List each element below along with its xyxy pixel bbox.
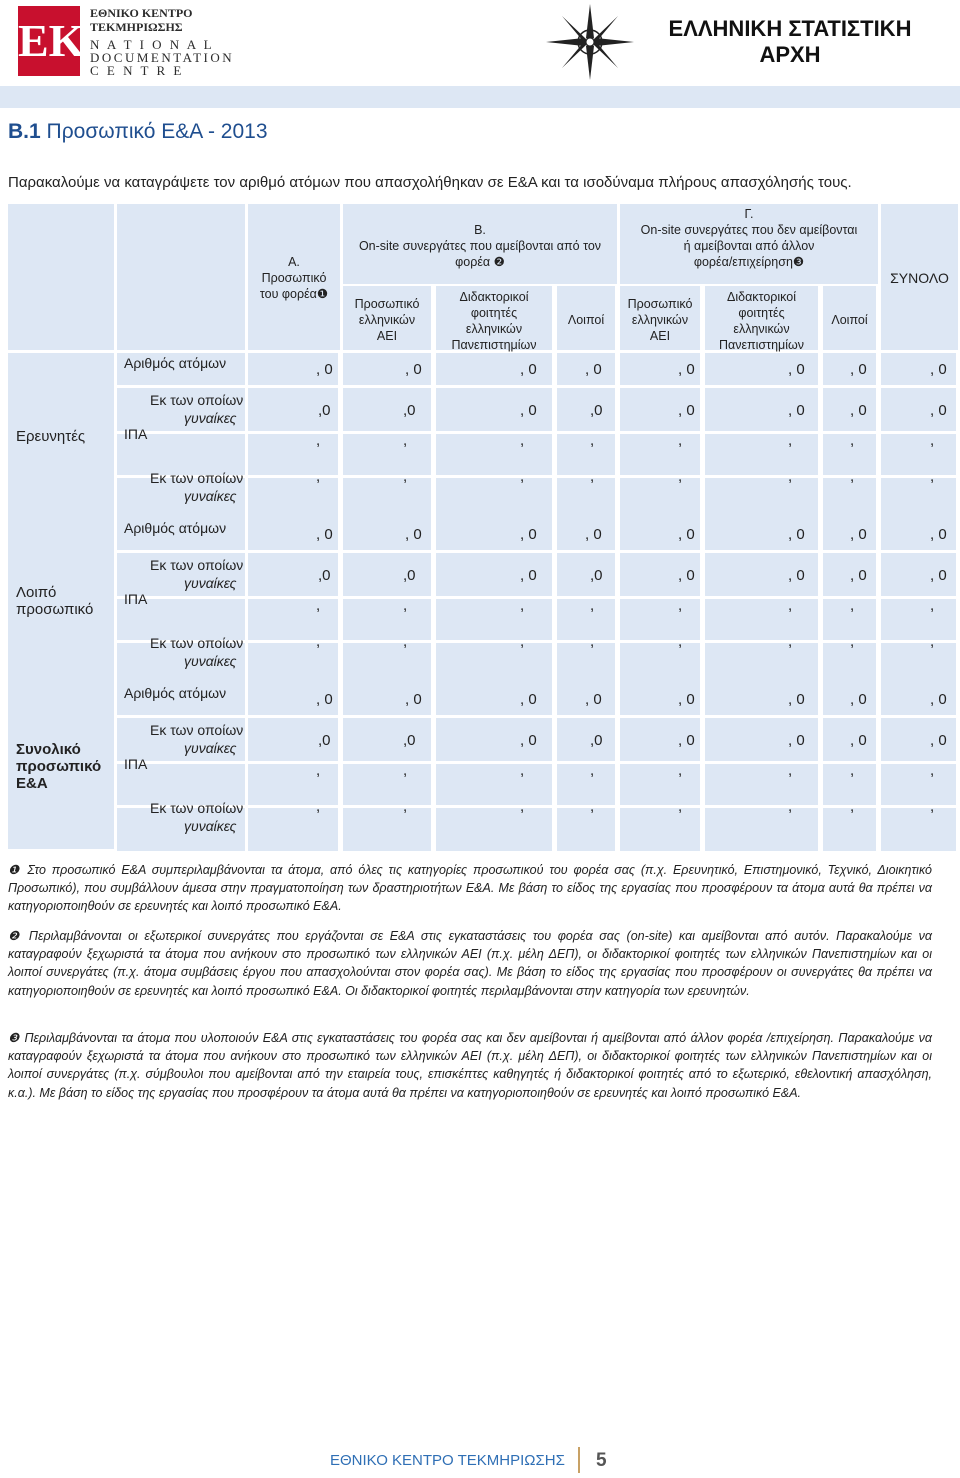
value-input-0-0-3[interactable]: , 0	[585, 361, 602, 378]
value-cell-1-2-4	[620, 599, 700, 640]
value-input-0-1-1[interactable]: ,0	[403, 402, 416, 419]
value-input-1-1-0[interactable]: ,0	[318, 567, 331, 584]
value-input-0-0-2[interactable]: , 0	[520, 361, 537, 378]
value-input-1-0-3[interactable]: , 0	[585, 526, 602, 543]
value-input-1-3-6[interactable]: ,	[850, 633, 855, 650]
section-title-text: Προσωπικό Ε&Α - 2013	[40, 120, 268, 143]
row-label-headcount-1: Αριθμός ατόμων	[124, 520, 227, 536]
value-cell-0-2-3	[557, 434, 615, 475]
value-cell-1-3-0	[248, 643, 338, 686]
header-group-c-line-0: Γ.	[744, 207, 754, 221]
header-b-phd-line-2: ελληνικών	[465, 322, 523, 336]
value-input-2-2-1[interactable]: ,	[403, 762, 408, 779]
value-input-2-3-3[interactable]: ,	[590, 798, 595, 815]
row-label-women-a-1: Εκ των οποίων	[150, 557, 244, 573]
header-c-phd	[705, 289, 818, 353]
value-input-1-0-6[interactable]: , 0	[850, 526, 867, 543]
value-input-0-3-3[interactable]: ,	[590, 468, 595, 485]
value-input-1-3-1[interactable]: ,	[403, 633, 408, 650]
ekt-english-line1: N A T I O N A L	[90, 37, 215, 52]
value-cell-1-2-1	[343, 599, 431, 640]
value-input-2-1-4[interactable]: , 0	[678, 732, 695, 749]
value-cell-0-2-5	[705, 434, 818, 475]
value-input-2-3-7[interactable]: ,	[930, 798, 935, 815]
value-cell-1-3-4	[620, 643, 700, 686]
value-input-1-1-6[interactable]: , 0	[850, 567, 867, 584]
value-input-2-3-5[interactable]: ,	[788, 798, 793, 815]
value-input-2-2-5[interactable]: ,	[788, 762, 793, 779]
section-number: Β.1	[8, 120, 41, 143]
footnote-2: ❷ Περιλαμβάνονται οι εξωτερικοί συνεργάτες που εργάζονται σε Ε&Α στις εγκαταστάσεις του φορέα σας (on-site) και αμείβονται από αυτόν. Παρακαλούμε να καταγραφούν ξεχωριστά τα άτομα που ανήκουν στο προσωπικό των ελληνικών ΑΕΙ (π.χ. μέλη ΔΕΠ), οι διδακτορικοί φοιτητές των ελληνικών Πανεπιστημίων και οι λοιποί συνεργάτες (π.χ. άτομα συμβάσεις έργου που απασχολούνται στον φορέα σας). Με βάση το είδος της εργασίας που προσφέρουν οι συνεργάτες θα πρέπει να κατηγοριοποιηθούν σε ερευνητές και λοιπό προσωπικό Ε&Α. Οι διδακτορικοί φοιτητές περιλαμβάνονται στην κατηγορία των ερευνητών.	[8, 929, 932, 998]
header-c-phd-line-3: Πανεπιστημίων	[718, 338, 805, 352]
value-input-1-1-1[interactable]: ,0	[403, 567, 416, 584]
value-input-2-3-4[interactable]: ,	[678, 798, 683, 815]
value-input-2-3-0[interactable]: ,	[316, 798, 321, 815]
value-cell-0-3-2	[436, 478, 552, 521]
value-input-0-3-7[interactable]: ,	[930, 468, 935, 485]
value-cell-2-3-2	[436, 808, 552, 851]
group-label-1: Λοιπό προσωπικό	[16, 584, 94, 618]
value-input-2-1-1[interactable]: ,0	[403, 732, 416, 749]
header-group-b-line-0: Β.	[474, 223, 486, 237]
value-cell-0-1-1	[343, 388, 431, 431]
value-input-0-0-6[interactable]: , 0	[850, 361, 867, 378]
value-input-0-1-7[interactable]: , 0	[930, 402, 947, 419]
value-cell-1-2-7	[881, 599, 956, 640]
header-c-phd-line-1: φοιτητές	[738, 306, 785, 320]
ekt-logo: EKT	[18, 6, 80, 76]
header-b-personnel	[343, 296, 431, 344]
value-cell-1-3-5	[705, 643, 818, 686]
value-input-0-2-7[interactable]: ,	[930, 432, 935, 449]
value-input-0-0-4[interactable]: , 0	[678, 361, 695, 378]
row-label-headcount-0: Αριθμός ατόμων	[124, 355, 227, 371]
value-input-0-1-0[interactable]: ,0	[318, 402, 331, 419]
page-number: 5	[596, 1450, 607, 1471]
value-cell-0-3-0	[248, 478, 338, 521]
ekt-english-line3: C E N T R E	[90, 63, 184, 78]
value-cell-0-2-7	[881, 434, 956, 475]
value-cell-2-2-2	[436, 764, 552, 805]
header-col-a-line-1: Προσωπικό	[261, 271, 327, 285]
value-input-1-2-0[interactable]: ,	[316, 597, 321, 614]
value-input-0-3-2[interactable]: ,	[520, 468, 525, 485]
value-input-2-0-7[interactable]: , 0	[930, 691, 947, 708]
value-input-2-1-5[interactable]: , 0	[788, 732, 805, 749]
value-input-2-3-6[interactable]: ,	[850, 798, 855, 815]
value-input-1-0-2[interactable]: , 0	[520, 526, 537, 543]
header-group-c-line-2: ή αμείβονται από άλλον	[683, 239, 815, 253]
value-cell-0-2-4	[620, 434, 700, 475]
value-input-2-2-2[interactable]: ,	[520, 762, 525, 779]
ekt-english-line2: DOCUMENTATION	[90, 50, 235, 65]
value-input-1-3-0[interactable]: ,	[316, 633, 321, 650]
row-label-fte-2: ΙΠΑ	[124, 756, 148, 772]
intro-text: Παρακαλούμε να καταγράψετε τον αριθμό ατόμων που απασχολήθηκαν σε Ε&Α και τα ισοδύναμα πλήρους απασχόλησής τους.	[8, 174, 852, 191]
row-label-women-b-2: γυναίκες	[184, 740, 237, 756]
value-cell-2-1-1	[343, 718, 431, 761]
value-input-0-0-0[interactable]: , 0	[316, 361, 333, 378]
value-input-2-1-6[interactable]: , 0	[850, 732, 867, 749]
header-group-c-line-3: φορέα/επιχείρηση❸	[693, 255, 805, 269]
value-input-2-2-6[interactable]: ,	[850, 762, 855, 779]
value-cell-0-2-2	[436, 434, 552, 475]
header-col-a-line-0: Α.	[288, 255, 300, 269]
header-b-phd-line-1: φοιτητές	[470, 306, 518, 320]
row-label-women2-b-2: γυναίκες	[184, 818, 237, 834]
header-blank-left	[8, 204, 114, 350]
header-group-c-text	[620, 206, 878, 270]
value-input-1-3-2[interactable]: ,	[520, 633, 525, 650]
value-input-1-2-5[interactable]: ,	[788, 597, 793, 614]
header-b-phd-line-0: Διδακτορικοί	[459, 290, 529, 304]
value-cell-2-2-5	[705, 764, 818, 805]
value-cell-1-3-3	[557, 643, 615, 686]
ekt-greek-line2: ΤΕΚΜΗΡΙΩΣΗΣ	[90, 20, 183, 34]
value-cell-1-2-5	[705, 599, 818, 640]
value-cell-0-3-7	[881, 478, 956, 521]
value-cell-0-3-1	[343, 478, 431, 521]
elstat-title-line1: ΕΛΛΗΝΙΚΗ ΣΤΑΤΙΣΤΙΚΗ	[668, 16, 912, 41]
value-cell-1-2-2	[436, 599, 552, 640]
row-label-headcount-2: Αριθμός ατόμων	[124, 685, 227, 701]
row-label-fte-0: ΙΠΑ	[124, 426, 148, 442]
value-input-0-3-6[interactable]: ,	[850, 468, 855, 485]
value-input-2-0-3[interactable]: , 0	[585, 691, 602, 708]
value-input-2-0-5[interactable]: , 0	[788, 691, 805, 708]
header-b-others	[557, 312, 615, 328]
value-input-0-2-5[interactable]: ,	[788, 432, 793, 449]
value-cell-2-1-3	[557, 718, 615, 761]
value-input-0-2-4[interactable]: ,	[678, 432, 683, 449]
header-c-personnel	[620, 296, 700, 344]
value-cell-1-3-2	[436, 643, 552, 686]
value-input-1-1-3[interactable]: ,0	[590, 567, 603, 584]
header-blank-label	[117, 204, 245, 350]
header-c-personnel-line-2: ΑΕΙ	[649, 329, 671, 343]
value-input-2-2-4[interactable]: ,	[678, 762, 683, 779]
header-col-a-line-2: του φορέα❶	[259, 287, 329, 301]
value-input-1-3-7[interactable]: ,	[930, 633, 935, 650]
value-cell-1-3-1	[343, 643, 431, 686]
value-input-1-3-5[interactable]: ,	[788, 633, 793, 650]
value-input-1-1-4[interactable]: , 0	[678, 567, 695, 584]
footnote-3: ❸ Περιλαμβάνονται τα άτομα που υλοποιούν Ε&Α στις εγκαταστάσεις του φορέα σας και δεν αμείβονται ή αμείβονται από άλλον φορέα /επιχείρηση. Παρακαλούμε να καταγραφούν ξεχωριστά τα άτομα που ανήκουν στο προσωπικό των ελληνικών ΑΕΙ (π.χ. μέλη ΔΕΠ), οι διδακτορικοί φοιτητές των ελληνικών Πανεπιστημίων και οι λοιποί συνεργάτες (π.χ. σύμβουλοι που αμείβονται από την εταιρεία τους, επισκέπτες καθηγητές ή διδακτορικοί φοιτητές από το εξωτερικό, εθελοντική απασχόληση, κ.α.). Με βάση το είδος της εργασίας που προσφέρουν τα άτομα αυτά θα πρέπει να κατηγοριοποιηθούν σε ερευνητές και λοιπό προσωπικό Ε&Α.	[8, 1031, 932, 1100]
value-input-0-1-4[interactable]: , 0	[678, 402, 695, 419]
value-cell-2-3-1	[343, 808, 431, 851]
row-label-women-b-1: γυναίκες	[184, 575, 237, 591]
row-label-women2-b-1: γυναίκες	[184, 653, 237, 669]
value-input-2-1-3[interactable]: ,0	[590, 732, 603, 749]
value-cell-2-2-1	[343, 764, 431, 805]
value-cell-1-2-0	[248, 599, 338, 640]
row-label-women2-b-0: γυναίκες	[184, 488, 237, 504]
row-label-women-b-0: γυναίκες	[184, 410, 237, 426]
value-input-1-1-7[interactable]: , 0	[930, 567, 947, 584]
header-col-a-text	[248, 254, 340, 302]
header-total-text: ΣΥΝΟΛΟ	[890, 270, 949, 286]
value-input-0-0-5[interactable]: , 0	[788, 361, 805, 378]
value-input-0-0-1[interactable]: , 0	[405, 361, 422, 378]
value-cell-1-2-3	[557, 599, 615, 640]
value-input-1-1-2[interactable]: , 0	[520, 567, 537, 584]
value-input-0-1-5[interactable]: , 0	[788, 402, 805, 419]
row-label-women2-a-2: Εκ των οποίων	[150, 800, 244, 816]
footer-divider	[578, 1447, 580, 1473]
value-input-1-0-4[interactable]: , 0	[678, 526, 695, 543]
group-label-0: Ερευνητές	[16, 427, 86, 445]
value-cell-2-3-3	[557, 808, 615, 851]
header-c-phd-line-2: ελληνικών	[733, 322, 790, 336]
value-input-1-0-7[interactable]: , 0	[930, 526, 947, 543]
header-c-personnel-line-0: Προσωπικό	[627, 297, 693, 311]
header-c-others	[823, 312, 876, 328]
header-group-b-line-2: φορέα ❷	[455, 255, 505, 269]
footnote-1: ❶ Στο προσωπικό Ε&Α συμπεριλαμβάνονται τα άτομα, από όλες τις κατηγορίες προσωπικού του φορέα σας (π.χ. Ερευνητικό, Επιστημονικό, Τεχνικό, Διοικητικό Προσωπικό), που συμβάλλουν άμεσα στην πραγματοποίηση των δραστηριοτήτων Ε&Α. Με βάση το είδος της εργασίας που προσφέρουν τα άτομα αυτά θα πρέπει να κατηγοριοποιηθούν σε ερευνητές και λοιπό προσωπικό Ε&Α.	[8, 863, 932, 914]
value-input-1-3-4[interactable]: ,	[678, 633, 683, 650]
value-cell-2-3-0	[248, 808, 338, 851]
row-label-women2-a-0: Εκ των οποίων	[150, 470, 244, 486]
value-cell-0-1-3	[557, 388, 615, 431]
value-cell-0-3-3	[557, 478, 615, 521]
value-input-1-2-3[interactable]: ,	[590, 597, 595, 614]
value-input-1-2-2[interactable]: ,	[520, 597, 525, 614]
value-input-2-3-1[interactable]: ,	[403, 798, 408, 815]
value-cell-0-3-4	[620, 478, 700, 521]
value-input-2-2-7[interactable]: ,	[930, 762, 935, 779]
value-input-0-2-3[interactable]: ,	[590, 432, 595, 449]
value-input-0-1-2[interactable]: , 0	[520, 402, 537, 419]
header-b-phd-line-3: Πανεπιστημίων	[451, 338, 537, 352]
value-cell-2-3-7	[881, 808, 956, 851]
value-input-2-2-3[interactable]: ,	[590, 762, 595, 779]
value-input-1-0-0[interactable]: , 0	[316, 526, 333, 543]
value-input-1-2-4[interactable]: ,	[678, 597, 683, 614]
value-input-1-3-3[interactable]: ,	[590, 633, 595, 650]
value-cell-1-3-7	[881, 643, 956, 686]
value-input-0-2-2[interactable]: ,	[520, 432, 525, 449]
value-input-2-1-2[interactable]: , 0	[520, 732, 537, 749]
value-input-2-0-0[interactable]: , 0	[316, 691, 333, 708]
value-cell-2-2-7	[881, 764, 956, 805]
value-cell-1-1-3	[557, 553, 615, 596]
row-label-women-a-0: Εκ των οποίων	[150, 392, 244, 408]
value-input-0-0-7[interactable]: , 0	[930, 361, 947, 378]
header-group-b-line-1: On-site συνεργάτες που αμείβονται από τον	[358, 239, 602, 253]
value-input-0-2-0[interactable]: ,	[316, 432, 321, 449]
value-input-0-3-4[interactable]: ,	[678, 468, 683, 485]
value-input-2-2-0[interactable]: ,	[316, 762, 321, 779]
value-cell-2-3-5	[705, 808, 818, 851]
header-group-c-line-1: On-site συνεργάτες που δεν αμείβονται	[640, 223, 858, 237]
value-input-1-0-1[interactable]: , 0	[405, 526, 422, 543]
value-cell-0-3-5	[705, 478, 818, 521]
value-input-0-2-1[interactable]: ,	[403, 432, 408, 449]
value-cell-2-2-3	[557, 764, 615, 805]
value-input-0-3-1[interactable]: ,	[403, 468, 408, 485]
row-label-fte-1: ΙΠΑ	[124, 591, 148, 607]
header-group-b-text	[343, 222, 617, 270]
ekt-greek-line1: ΕΘΝΙΚΟ ΚΕΝΤΡΟ	[90, 6, 193, 20]
value-input-1-2-6[interactable]: ,	[850, 597, 855, 614]
value-cell-2-2-4	[620, 764, 700, 805]
value-cell-0-2-0	[248, 434, 338, 475]
value-input-0-1-3[interactable]: ,0	[590, 402, 603, 419]
value-input-2-0-4[interactable]: , 0	[678, 691, 695, 708]
header-b-personnel-line-2: ΑΕΙ	[376, 329, 398, 343]
header-b-personnel-line-1: ελληνικών	[358, 313, 416, 327]
header-b-others-line-0: Λοιποί	[567, 313, 605, 327]
elstat-title-line2: ΑΡΧΗ	[759, 42, 821, 67]
value-input-1-1-5[interactable]: , 0	[788, 567, 805, 584]
value-input-0-3-0[interactable]: ,	[316, 468, 321, 485]
value-input-1-2-1[interactable]: ,	[403, 597, 408, 614]
value-input-2-0-6[interactable]: , 0	[850, 691, 867, 708]
footer-org: ΕΘΝΙΚΟ ΚΕΝΤΡΟ ΤΕΚΜΗΡΙΩΣΗΣ	[330, 1452, 565, 1469]
value-cell-0-2-1	[343, 434, 431, 475]
value-input-2-0-1[interactable]: , 0	[405, 691, 422, 708]
header-c-others-line-0: Λοιποί	[831, 313, 868, 327]
value-input-0-3-5[interactable]: ,	[788, 468, 793, 485]
value-input-2-0-2[interactable]: , 0	[520, 691, 537, 708]
row-label-women-a-2: Εκ των οποίων	[150, 722, 244, 738]
value-input-2-3-2[interactable]: ,	[520, 798, 525, 815]
value-cell-2-2-0	[248, 764, 338, 805]
value-input-0-2-6[interactable]: ,	[850, 432, 855, 449]
value-input-1-2-7[interactable]: ,	[930, 597, 935, 614]
value-input-2-1-7[interactable]: , 0	[930, 732, 947, 749]
value-cell-1-1-1	[343, 553, 431, 596]
value-input-2-1-0[interactable]: ,0	[318, 732, 331, 749]
header-c-personnel-line-1: ελληνικών	[631, 313, 689, 327]
value-input-0-1-6[interactable]: , 0	[850, 402, 867, 419]
header-c-phd-line-0: Διδακτορικοί	[727, 290, 796, 304]
header-b-personnel-line-0: Προσωπικό	[354, 297, 420, 311]
row-label-women2-a-1: Εκ των οποίων	[150, 635, 244, 651]
value-input-1-0-5[interactable]: , 0	[788, 526, 805, 543]
header-b-phd	[436, 289, 552, 353]
group-label-2: Συνολικό προσωπικό Ε&Α	[16, 740, 102, 792]
value-cell-2-3-4	[620, 808, 700, 851]
